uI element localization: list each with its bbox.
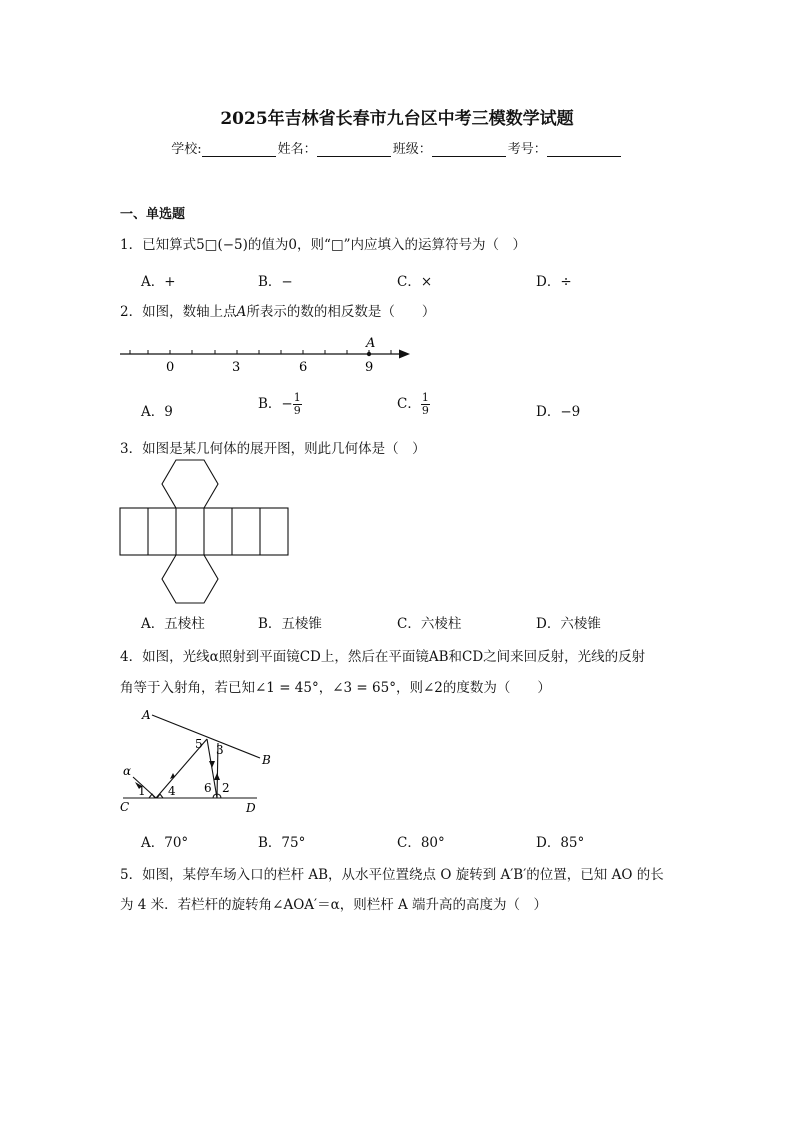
question-4-line-1: 4．如图，光线α照射到平面镜CD上，然后在平面镜AB和CD之间来回反射，光线的反射: [120, 649, 646, 665]
mirror-ab: [152, 715, 260, 758]
q2-text: 2．如图，数轴上点: [120, 304, 237, 320]
q2-text-b: 所表示的数的相反数是（ ）: [246, 304, 436, 320]
label-d: D: [246, 801, 256, 815]
q4-option-a[interactable]: A．70°: [141, 835, 189, 851]
exam-no-blank[interactable]: [547, 144, 621, 157]
student-info-line: [0, 138, 794, 157]
exam-no-label: 考号：: [507, 142, 547, 157]
q2-option-c-fraction: [421, 392, 430, 417]
name-blank[interactable]: [317, 144, 391, 157]
q1-text-b: 的值为: [247, 237, 289, 253]
number-line-figure: [115, 332, 415, 377]
name-label: 姓名：: [277, 142, 317, 157]
fraction-denominator: 9: [421, 404, 429, 417]
mirror-figure: [115, 703, 275, 818]
fraction-numerator: 1: [293, 391, 301, 404]
q1-option-c[interactable]: C．×: [397, 274, 433, 290]
section-heading: 一、单选题: [120, 207, 186, 222]
q2-option-b-prefix: B．−: [258, 396, 293, 412]
exam-title: 2025年吉林省长春市九台区中考三模数学试题: [220, 109, 574, 129]
angle-label-2: 2: [222, 781, 230, 795]
q1-text-a: 1．已知算式: [120, 237, 197, 253]
net-figure: [115, 458, 295, 608]
point-a-label: A: [366, 336, 376, 351]
q3-option-a[interactable]: A．五棱柱: [141, 616, 205, 632]
tick-label-3: 3: [232, 360, 241, 375]
fraction-denominator: 9: [293, 404, 301, 417]
q2-option-a[interactable]: A．9: [141, 404, 173, 420]
q1-text-c: ，则“□”内应填入的运算符号为（ ）: [296, 237, 527, 253]
q1-option-d[interactable]: D．÷: [536, 274, 572, 290]
class-blank[interactable]: [432, 144, 506, 157]
q1-zero: 0: [288, 237, 297, 253]
q1-option-a[interactable]: A．+: [141, 274, 176, 290]
q3-option-b[interactable]: B．五棱锥: [258, 616, 322, 632]
label-a: A: [142, 708, 151, 722]
axis-arrow-icon: [399, 350, 410, 359]
top-hexagon: [162, 460, 218, 508]
q2-option-b-fraction: [293, 392, 302, 417]
question-3: 3．如图是某几何体的展开图，则此几何体是（ ）: [120, 441, 426, 457]
question-2: [120, 300, 435, 320]
q2-option-c[interactable]: [397, 392, 430, 417]
bottom-hexagon: [162, 555, 218, 603]
q2-option-b[interactable]: [258, 392, 302, 417]
class-label: 班级：: [392, 142, 432, 157]
label-c: C: [120, 800, 130, 814]
angle-label-5: 5: [195, 737, 203, 751]
tick-label-6: 6: [299, 360, 308, 375]
school-label: 学校:: [171, 142, 202, 157]
angle-label-4: 4: [168, 784, 176, 798]
q4-option-d[interactable]: D．85°: [536, 835, 585, 851]
q2-option-c-prefix: C．: [397, 396, 421, 412]
axis-ticks: [130, 350, 391, 354]
q3-option-c[interactable]: C．六棱柱: [397, 616, 462, 632]
angle-label-1: 1: [138, 784, 146, 798]
q4-option-c[interactable]: C．80°: [397, 835, 445, 851]
question-5-line-1: 5．如图，某停车场入口的栏杆 AB，从水平位置绕点 O 旋转到 A′B′的位置，已知 AO 的长: [120, 867, 664, 883]
school-blank[interactable]: [202, 144, 276, 157]
question-4-line-2: 角等于入射角，若已知∠1 = 45°，∠3 = 65°，则∠2的度数为（ ）: [120, 680, 551, 696]
q2-var: A: [236, 304, 247, 320]
label-b: B: [262, 753, 271, 767]
question-1: [120, 233, 526, 253]
arrow-icon: [209, 761, 215, 768]
tick-label-0: 0: [166, 360, 175, 375]
q2-option-d[interactable]: D．−9: [536, 404, 581, 420]
angle-label-6: 6: [204, 781, 212, 795]
point-a-dot: [367, 352, 371, 356]
q1-math: 5□(−5): [196, 237, 248, 253]
arrow-icon: [214, 773, 220, 780]
q3-option-d[interactable]: D．六棱锥: [536, 616, 601, 632]
label-alpha: α: [123, 764, 132, 778]
question-5-line-2: 为 4 米．若栏杆的旋转角∠AOA′＝α，则栏杆 A 端升高的高度为（ ）: [120, 897, 548, 913]
tick-label-9: 9: [365, 360, 374, 375]
q1-option-b[interactable]: B．−: [258, 274, 293, 290]
angle-label-3: 3: [216, 743, 224, 757]
fraction-numerator: 1: [421, 391, 429, 404]
q4-option-b[interactable]: B．75°: [258, 835, 306, 851]
